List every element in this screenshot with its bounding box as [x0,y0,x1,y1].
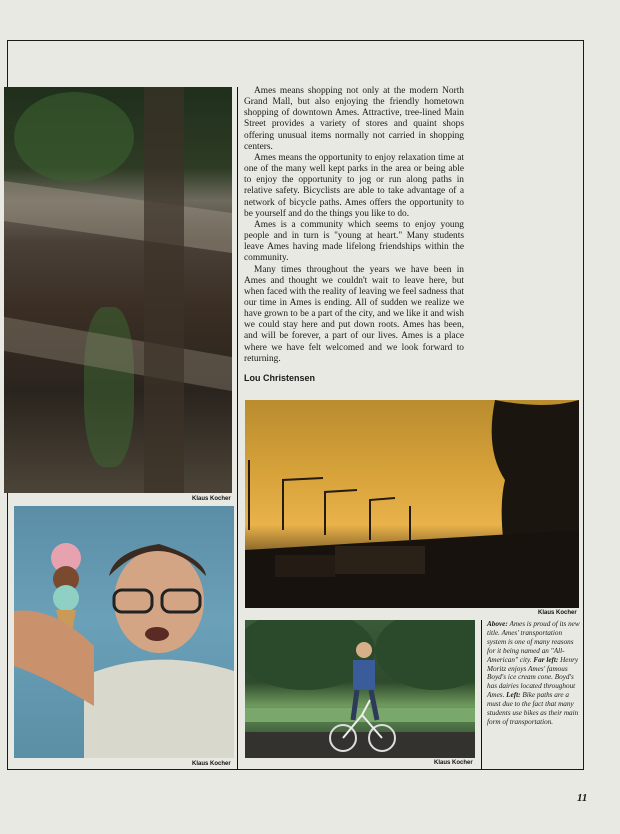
caption-text-above: Ames is proud of its new title. Ames' transportation system is one of many reasons for it being named an "All-American" city. [487,620,580,664]
article-paragraph: Ames means shopping not only at the modern North Grand Mall, but also enjoying the friendly hometown shopping of downtown Ames. Attractive, tree-lined Main Street provides a variety of stores and quaint shops offering unusual items normally not carried in shopping centers. [244,86,464,152]
sunset-photo-credit: Klaus Kocher [538,610,577,616]
article-author: Lou Christensen [244,373,316,383]
caption-label-far-left: Far left: [533,655,559,664]
photo-caption [487,620,581,727]
caption-divider [481,620,482,770]
caption-label-above: Above: [487,620,508,628]
article-paragraph: Ames means the opportunity to enjoy relaxation time at one of the many well kept parks in the area or being able to enjoy the opportunity to jog or run along paths in relative safety. Bicyclists are able to take advantage of a network of bicycle paths. Ames offers the opportunity to be yourself and do the things you like to do. [244,152,464,219]
article-body [244,86,464,365]
article-paragraph: Many times throughout the years we have been in Ames and thought we couldn't wait to leave here, but when faced with the reality of leaving we feel sadness that our time in Ames is ending. All of sudden we realize we have grown to be a part of the city, and we like it and wish we could stay here and put down roots. Ames has been, and will be forever, a part of our lives. Ames is a place where we have felt welcomed and we look forward to returning. [244,264,464,364]
icecream-photo-credit: Klaus Kocher [192,761,231,767]
sunset-street-photo [245,400,579,608]
caption-label-left: Left: [506,691,521,700]
page-number: 11 [577,792,588,804]
bike-photo-credit: Klaus Kocher [434,760,473,766]
fence-photo [4,87,232,493]
column-divider [237,87,238,770]
icecream-photo [14,506,234,758]
caption-text-far-left: Henry Moritz enjoys Ames' famous Boyd's ice cream cone. Boyd's has dairies located throughout Ames. [487,655,579,700]
bicycle-photo [245,620,475,758]
article-paragraph: Ames is a community which seems to enjoy young people and in turn is "young at heart." Many students leave Ames having made lifelong friendships within the community. [244,219,464,264]
caption-text-left: Bike paths are a must due to the fact that many students use bikes as their main form of transportation. [487,691,579,726]
fence-photo-credit: Klaus Kocher [192,496,231,502]
